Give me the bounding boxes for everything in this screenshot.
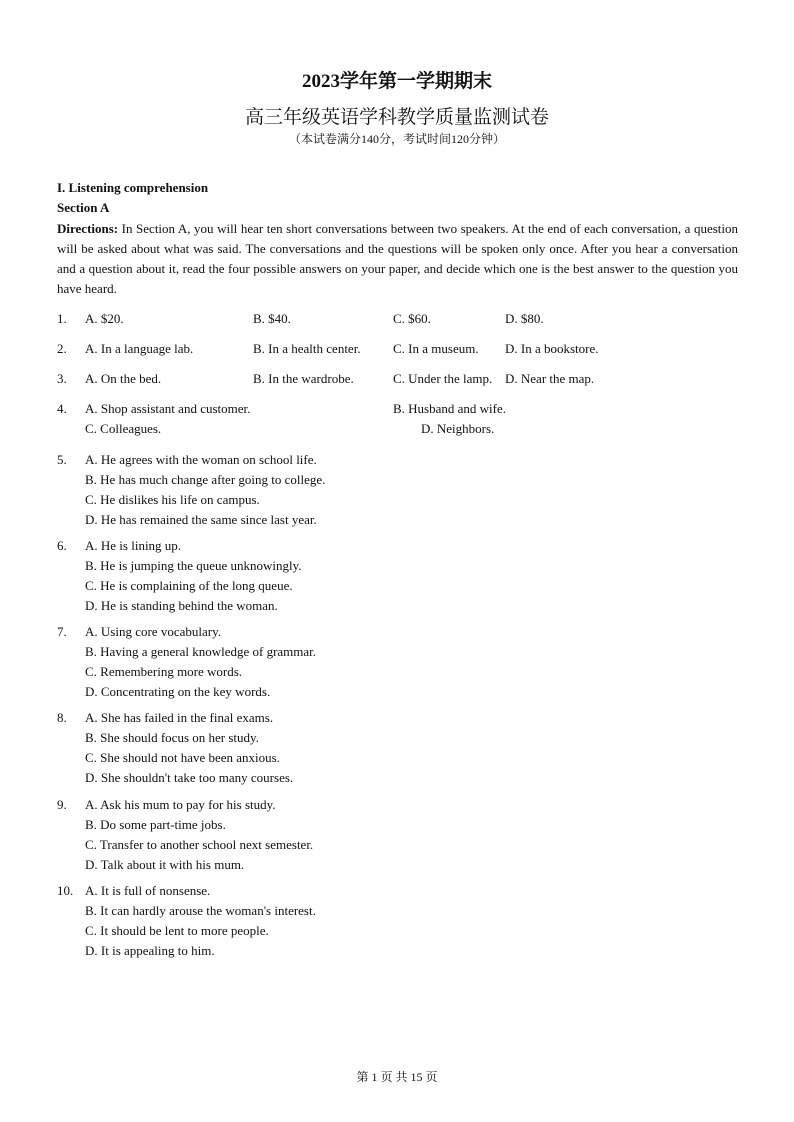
option-c: C. Transfer to another school next semester. [85,837,314,852]
section-heading: Section A [57,200,110,215]
option-b: B. He is jumping the queue unknowingly. [85,558,302,573]
option-b: B. In the wardrobe. [253,371,354,386]
option-d: D. He is standing behind the woman. [85,598,278,613]
option-a: A. He agrees with the woman on school life. [85,452,317,467]
directions [57,219,738,299]
option-c: C. It should be lent to more people. [85,923,269,938]
question-number: 8. [57,710,67,725]
question-number: 5. [57,452,67,467]
question-number: 7. [57,624,67,639]
exam-subtitle: 高三年级英语学科教学质量监测试卷 [244,107,549,128]
option-b: B. Having a general knowledge of grammar. [85,644,317,659]
option-a: A. He is lining up. [85,538,182,553]
option-c: C. Remembering more words. [85,664,243,679]
question-number: 4. [57,401,67,416]
option-b: B. Husband and wife. [393,401,507,416]
directions-label: Directions: [57,221,119,236]
option-c: C. He is complaining of the long queue. [85,578,293,593]
option-c: C. In a museum. [393,341,479,356]
question-number: 1. [57,311,67,326]
directions-text: In Section A, you will hear ten short conversations between two speakers. At the end of each conversation, a question will be asked about what was said. The conversations and the questions will be spoken only once. After you hear a conversation and a question about it, read the four possible answers on your paper, and decide which one is the best answer to the question you have heard. [57,221,738,296]
option-c: C. $60. [393,311,431,326]
option-c: C. He dislikes his life on campus. [85,492,260,507]
option-d: D. In a bookstore. [505,341,599,356]
option-d: D. It is appealing to him. [85,943,215,958]
option-a: A. Using core vocabulary. [85,624,221,639]
question-number: 10. [57,883,74,898]
option-c: C. Colleagues. [85,421,162,436]
question-number: 2. [57,341,67,356]
option-b: B. Do some part-time jobs. [85,817,226,832]
question-number: 3. [57,371,67,386]
option-a: A. $20. [85,311,124,326]
option-a: A. Ask his mum to pay for his study. [85,797,276,812]
option-c: C. She should not have been anxious. [85,750,280,765]
exam-title: 2023学年第一学期期末 [301,71,492,92]
option-d: D. Neighbors. [421,421,495,436]
option-b: B. $40. [253,311,291,326]
option-b: B. He has much change after going to college. [85,472,326,487]
option-b: B. She should focus on her study. [85,730,259,745]
option-d: D. Near the map. [505,371,595,386]
option-a: A. In a language lab. [85,341,194,356]
option-d: D. Concentrating on the key words. [85,684,271,699]
option-d: D. Talk about it with his mum. [85,857,245,872]
option-d: D. She shouldn't take too many courses. [85,770,294,785]
option-a: A. Shop assistant and customer. [85,401,251,416]
part-heading: I. Listening comprehension [57,180,209,195]
question-number: 9. [57,797,67,812]
page-footer: 第 1 页 共 15 页 [356,1070,438,1084]
option-c: C. Under the lamp. [393,371,493,386]
option-b: B. In a health center. [253,341,361,356]
option-d: D. He has remained the same since last year. [85,512,317,527]
option-a: A. She has failed in the final exams. [85,710,274,725]
option-a: A. On the bed. [85,371,162,386]
question-number: 6. [57,538,67,553]
option-b: B. It can hardly arouse the woman's interest. [85,903,316,918]
option-d: D. $80. [505,311,544,326]
exam-note: （本试卷满分140分，考试时间120分钟） [288,132,505,146]
option-a: A. It is full of nonsense. [85,883,211,898]
